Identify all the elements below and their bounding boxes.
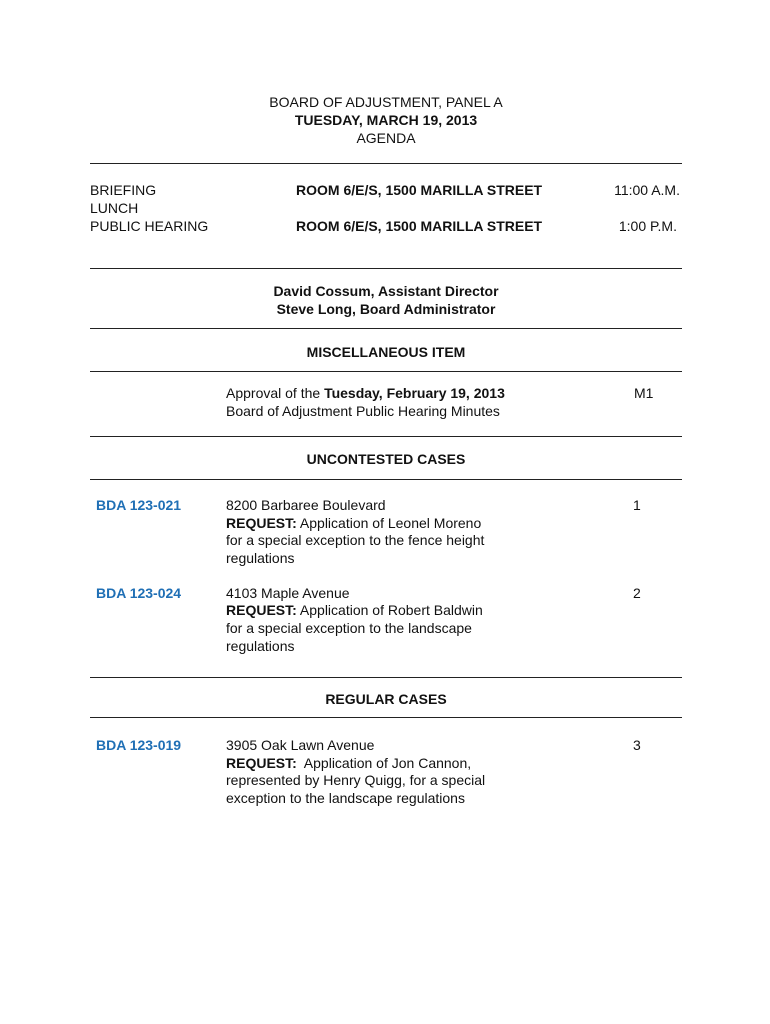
staff-administrator: Steve Long, Board Administrator: [276, 301, 496, 317]
schedule-room-briefing: ROOM 6/E/S, 1500 MARILLA STREET: [296, 182, 543, 198]
case-request: [226, 514, 481, 532]
request-label: REQUEST:: [226, 515, 297, 531]
request-text: Application of Jon Cannon,: [296, 755, 472, 771]
staff-director: David Cossum, Assistant Director: [273, 283, 499, 299]
request-text: regulations: [226, 550, 295, 566]
schedule-label-lunch: LUNCH: [90, 200, 139, 216]
case-address: 4103 Maple Avenue: [226, 585, 350, 601]
divider: [90, 163, 682, 164]
agenda-title: AGENDA: [356, 130, 416, 146]
case-number: 3: [633, 737, 641, 753]
misc-heading: MISCELLANEOUS ITEM: [306, 344, 466, 360]
divider: [90, 479, 682, 480]
case-id: BDA 123-024: [96, 585, 182, 601]
request-label: REQUEST:: [226, 755, 297, 771]
request-text: Application of Leonel Moreno: [296, 515, 482, 531]
misc-approval-prefix: Approval of the: [226, 385, 325, 401]
case-number: 1: [633, 497, 641, 513]
request-text: for a special exception to the landscape: [226, 620, 472, 636]
case-request: [226, 754, 471, 772]
schedule-label-public-hearing: PUBLIC HEARING: [90, 218, 209, 234]
misc-approval-date: Tuesday, February 19, 2013: [324, 385, 505, 401]
misc-approval-detail: Board of Adjustment Public Hearing Minutes: [226, 403, 500, 419]
divider: [90, 677, 682, 678]
case-id: BDA 123-021: [96, 497, 182, 513]
divider: [90, 371, 682, 372]
request-text: for a special exception to the fence height: [226, 532, 485, 548]
schedule-label-briefing: BRIEFING: [90, 182, 157, 198]
case-address: 8200 Barbaree Boulevard: [226, 497, 386, 513]
uncontested-heading: UNCONTESTED CASES: [306, 451, 466, 467]
regular-heading: REGULAR CASES: [325, 691, 447, 707]
meeting-date: TUESDAY, MARCH 19, 2013: [294, 112, 478, 128]
board-title: BOARD OF ADJUSTMENT, PANEL A: [269, 94, 503, 110]
divider: [90, 268, 682, 269]
request-text: Application of Robert Baldwin: [296, 602, 483, 618]
schedule-time-briefing: 11:00 A.M.: [614, 182, 680, 198]
divider: [90, 328, 682, 329]
misc-approval-line: [226, 384, 505, 402]
case-address: 3905 Oak Lawn Avenue: [226, 737, 375, 753]
request-text: regulations: [226, 638, 295, 654]
case-request: [226, 601, 483, 619]
request-text: exception to the landscape regulations: [226, 790, 465, 806]
request-label: REQUEST:: [226, 602, 297, 618]
case-number: 2: [633, 585, 641, 601]
request-text: represented by Henry Quigg, for a special: [226, 772, 486, 788]
divider: [90, 436, 682, 437]
case-id: BDA 123-019: [96, 737, 182, 753]
divider: [90, 717, 682, 718]
schedule-room-public-hearing: ROOM 6/E/S, 1500 MARILLA STREET: [296, 218, 543, 234]
misc-item-number: M1: [634, 385, 654, 401]
schedule-time-public-hearing: 1:00 P.M.: [618, 218, 677, 234]
